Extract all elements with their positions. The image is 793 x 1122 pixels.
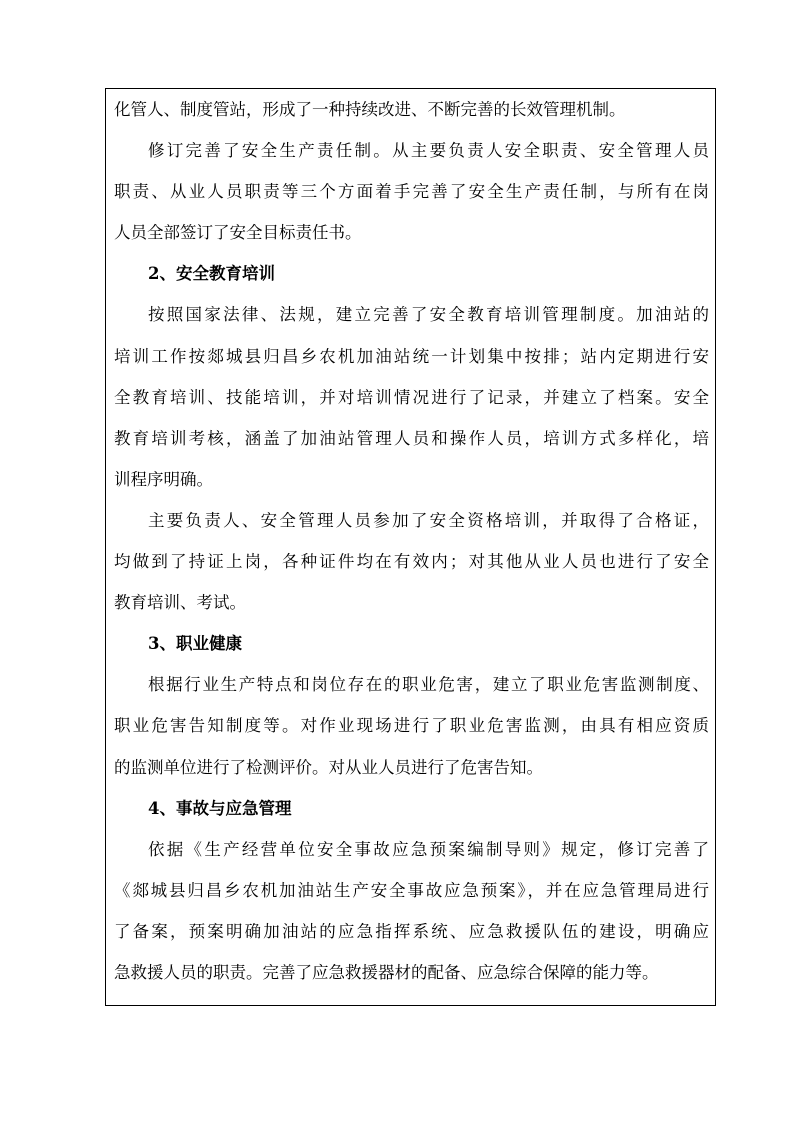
document-frame [105, 88, 716, 1006]
text-line: 人员全部签订了安全目标责任书。 [114, 223, 362, 243]
text-line: 的监测单位进行了检测评价。对从业人员进行了危害告知。 [114, 757, 543, 777]
text-line: 职业危害告知制度等。对作业现场进行了职业危害监测，由具有相应资质 [114, 716, 709, 736]
text-line: 修订完善了安全生产责任制。从主要负责人安全职责、安全管理人员 [148, 141, 709, 161]
section-heading-emergency-management: 4、事故与应急管理 [148, 798, 292, 818]
text-line: 培训工作按郯城县归昌乡农机加油站统一计划集中按排；站内定期进行安 [114, 346, 709, 366]
section-heading-safety-training: 2、安全教育培训 [148, 264, 275, 284]
text-line: 训程序明确。 [114, 469, 213, 489]
text-line: 化管人、制度管站，形成了一种持续改进、不断完善的长效管理机制。 [114, 100, 626, 119]
text-line: 教育培训、考试。 [114, 593, 246, 613]
text-line: 职责、从业人员职责等三个方面着手完善了安全生产责任制，与所有在岗 [114, 182, 709, 202]
text-line: 均做到了持证上岗，各种证件均在有效内；对其他从业人员也进行了安全 [114, 552, 709, 572]
text-line: 教育培训考核，涵盖了加油站管理人员和操作人员，培训方式多样化，培 [114, 428, 709, 448]
document-body [114, 89, 709, 993]
text-line: 急救援人员的职责。完善了应急救援器材的配备、应急综合保障的能力等。 [114, 962, 659, 982]
text-line: 主要负责人、安全管理人员参加了安全资格培训，并取得了合格证， [148, 510, 709, 530]
text-line: 根据行业生产特点和岗位存在的职业危害，建立了职业危害监测制度、 [148, 675, 709, 695]
section-heading-occupational-health: 3、职业健康 [148, 634, 242, 654]
text-line: 按照国家法律、法规，建立完善了安全教育培训管理制度。加油站的 [148, 305, 709, 325]
text-line: 了备案，预案明确加油站的应急指挥系统、应急救援队伍的建设，明确应 [114, 921, 709, 941]
text-line: 依据《生产经营单位安全事故应急预案编制导则》规定，修订完善了 [148, 839, 709, 859]
text-line: 全教育培训、技能培训，并对培训情况进行了记录，并建立了档案。安全 [114, 387, 709, 407]
text-line: 《郯城县归昌乡农机加油站生产安全事故应急预案》，并在应急管理局进行 [114, 880, 709, 900]
